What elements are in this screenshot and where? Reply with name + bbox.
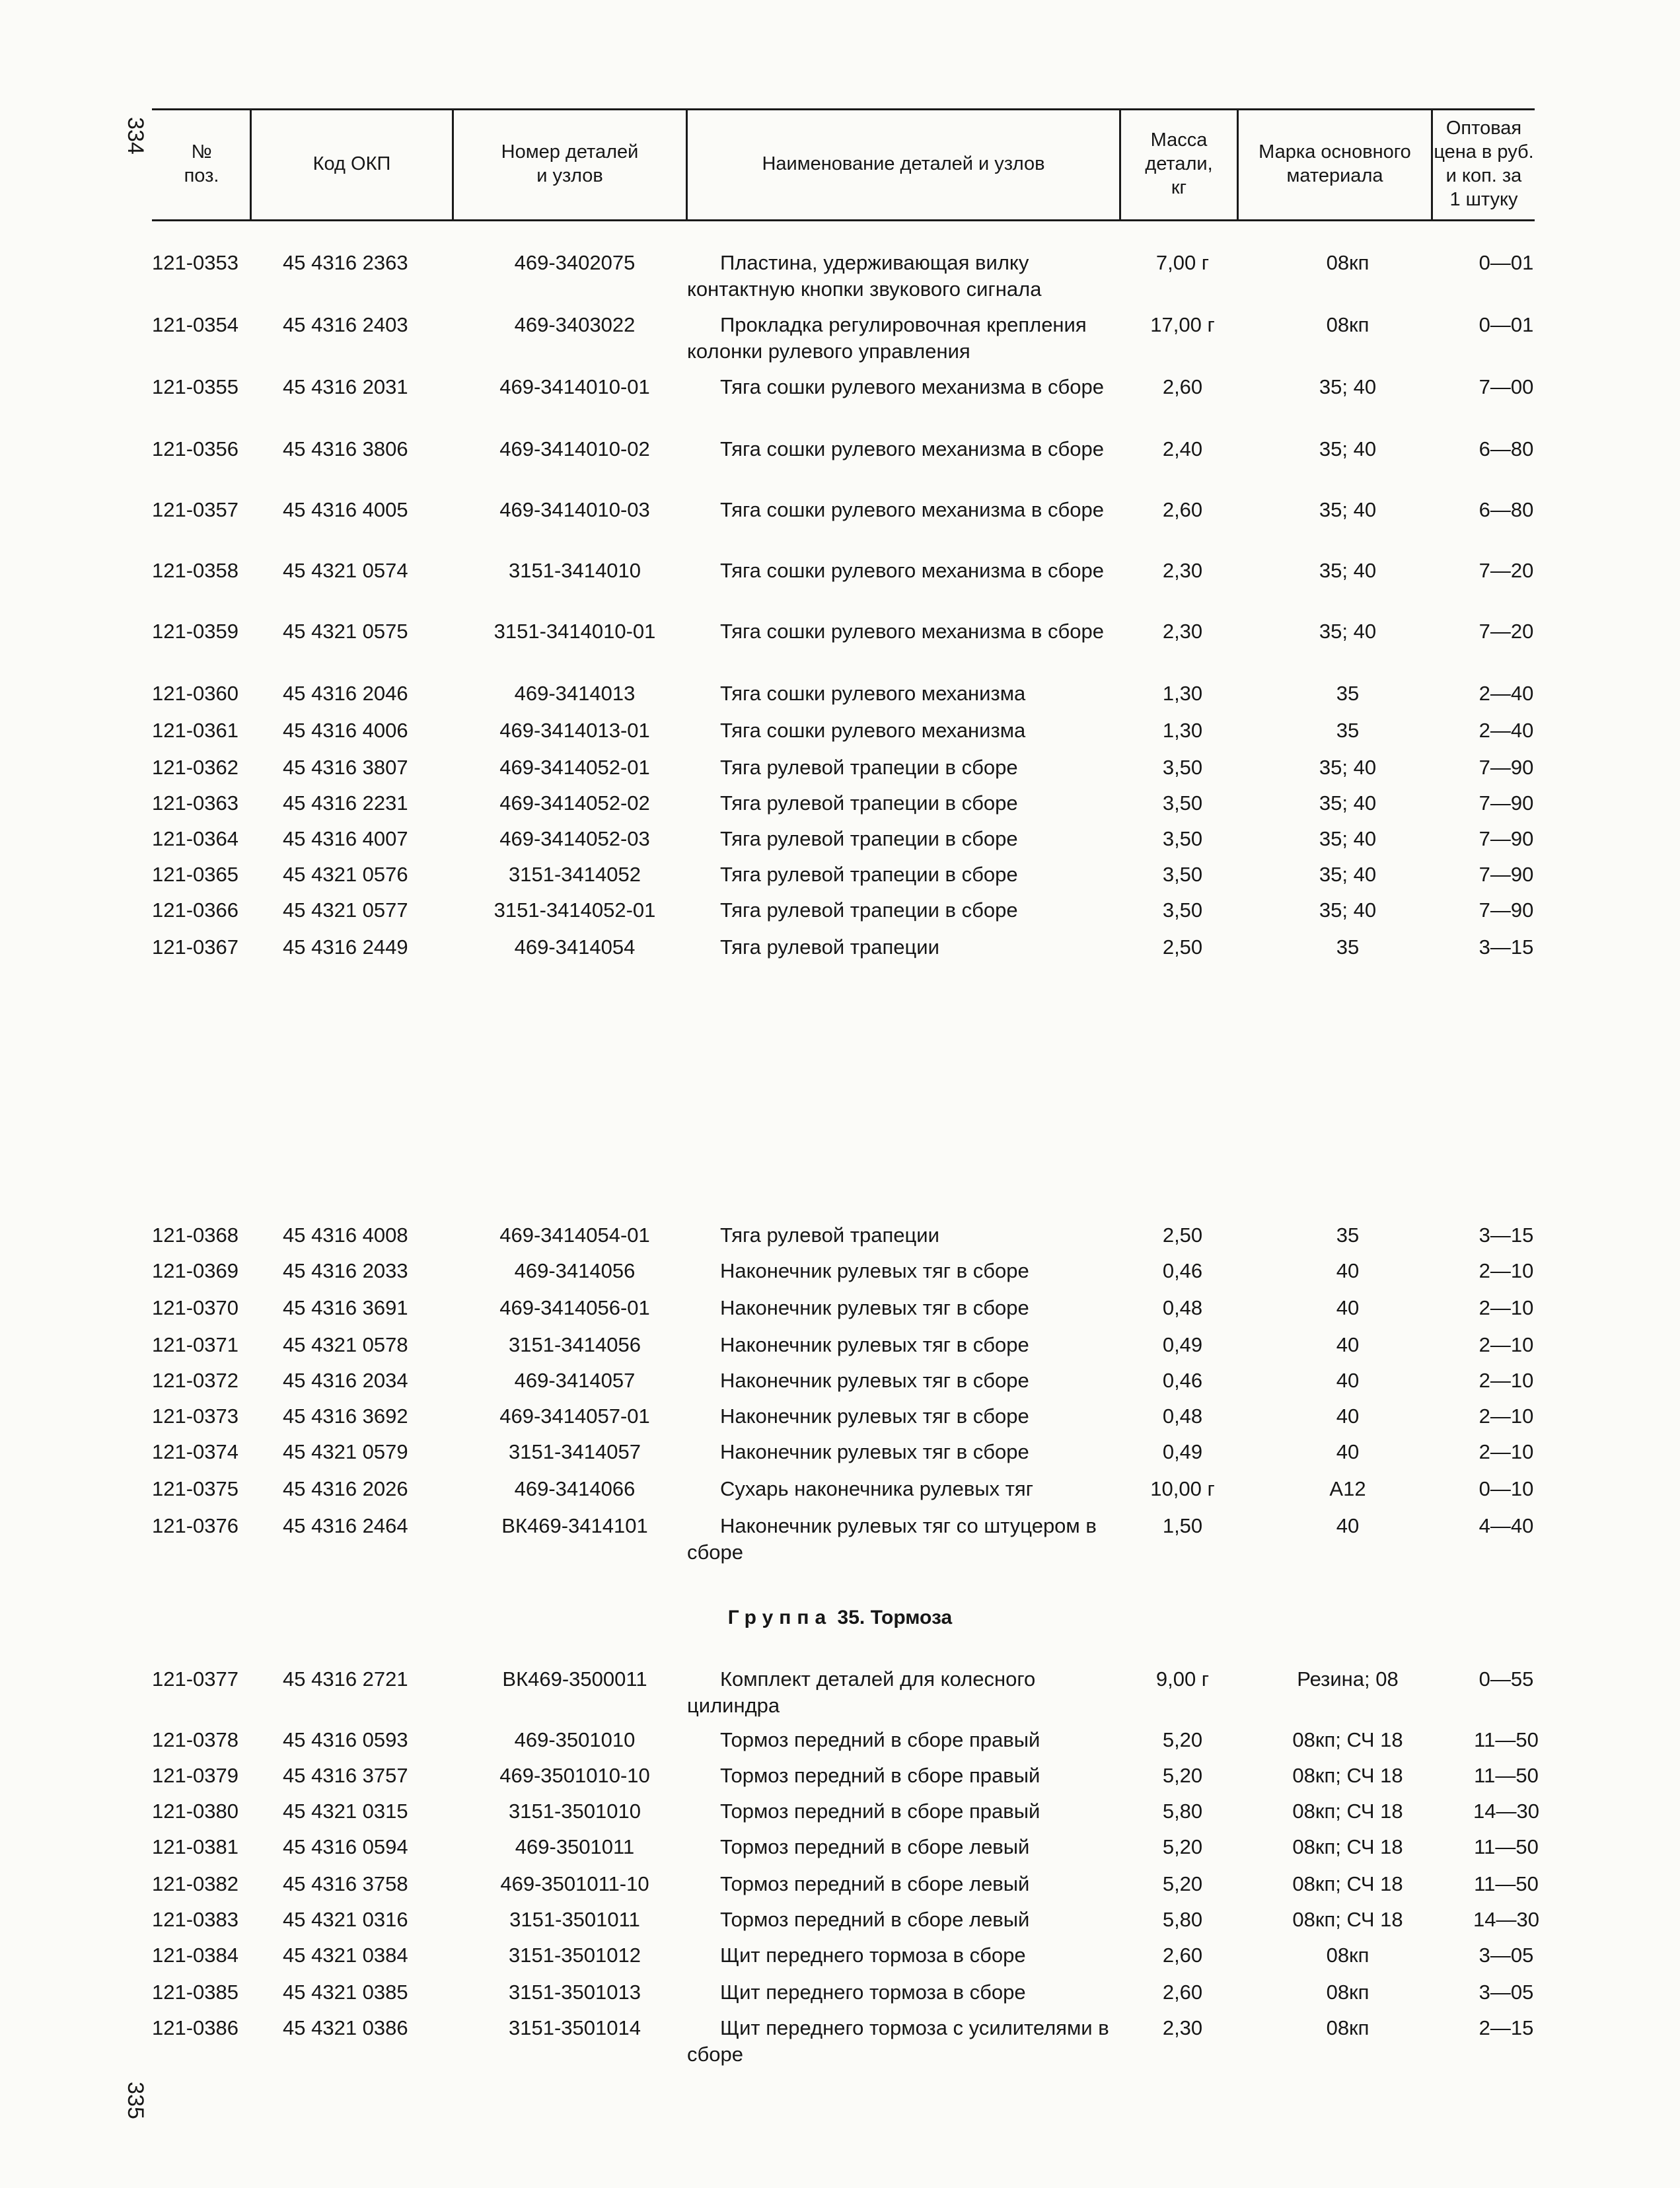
- cell-mass: 5,20: [1162, 1764, 1203, 1787]
- cell-num: 469-3501011-10: [500, 1872, 649, 1895]
- cell-mass: 5,80: [1162, 1908, 1203, 1931]
- cell-num: 469-3501010-10: [499, 1764, 650, 1787]
- cell-name: Тяга сошки рулевого механизма в сборе: [720, 375, 1104, 398]
- cell-mass: 0,49: [1162, 1333, 1203, 1356]
- cell-mat: 08кп: [1326, 1944, 1370, 1967]
- table-row: [0, 2015, 1680, 2074]
- cell-pos: 121-0383: [152, 1908, 239, 1931]
- cell-name: Щит переднего тормоза в сборе: [720, 1944, 1026, 1967]
- table-row: [0, 497, 1680, 556]
- cell-name: Пластина, удерживающая вилку контактную кнопки звукового сигнала: [687, 251, 1042, 301]
- cell-okp: 45 4316 2046: [283, 682, 408, 705]
- cell-name: Наконечник рулевых тяг в сборе: [720, 1369, 1029, 1392]
- cell-price: 7—90: [1479, 827, 1534, 850]
- cell-okp: 45 4321 0576: [283, 863, 408, 886]
- cell-name: Щит переднего тормоза с усилителями в сборе: [687, 2016, 1109, 2066]
- cell-mat: Резина; 08: [1297, 1667, 1399, 1691]
- cell-num: 3151-3414010: [509, 559, 641, 582]
- cell-mat: 40: [1336, 1440, 1360, 1463]
- cell-pos: 121-0369: [152, 1259, 239, 1282]
- cell-mass: 0,49: [1162, 1440, 1203, 1463]
- table-row: [0, 618, 1680, 678]
- cell-okp: 45 4321 0384: [283, 1944, 408, 1967]
- cell-num: 469-3414057: [514, 1369, 636, 1392]
- cell-name: Тяга рулевой трапеции в сборе: [720, 756, 1018, 779]
- cell-mat: 08кп; СЧ 18: [1292, 1728, 1403, 1751]
- cell-mat: 08кп; СЧ 18: [1292, 1800, 1403, 1823]
- cell-mass: 9,00 г: [1155, 1667, 1210, 1691]
- table-row: [0, 1513, 1680, 1572]
- header-top-rule: [152, 108, 1535, 110]
- cell-okp: 45 4316 4008: [283, 1223, 408, 1247]
- cell-mat: 35; 40: [1319, 791, 1377, 815]
- cell-price: 2—10: [1479, 1296, 1534, 1319]
- cell-mat: 40: [1336, 1404, 1360, 1428]
- header-mass: Масса детали, кг: [1145, 129, 1213, 198]
- cell-mass: 2,60: [1162, 498, 1203, 521]
- cell-mat: 08кп; СЧ 18: [1292, 1835, 1403, 1858]
- cell-mat: 35; 40: [1319, 827, 1377, 850]
- header-bottom-rule: [152, 219, 1535, 221]
- cell-pos: 121-0370: [152, 1296, 239, 1319]
- cell-pos: 121-0384: [152, 1944, 239, 1967]
- cell-name: Тяга сошки рулевого механизма в сборе: [720, 620, 1104, 643]
- cell-okp: 45 4316 2231: [283, 791, 408, 815]
- cell-pos: 121-0360: [152, 682, 239, 705]
- cell-mass: 2,40: [1162, 437, 1203, 460]
- cell-pos: 121-0379: [152, 1764, 239, 1787]
- cell-pos: 121-0366: [152, 898, 239, 922]
- cell-okp: 45 4316 2033: [283, 1259, 408, 1282]
- group-heading-title: 35. Тормоза: [837, 1607, 953, 1628]
- cell-name: Тормоз передний в сборе правый: [720, 1728, 1041, 1751]
- cell-mat: 40: [1336, 1259, 1360, 1282]
- cell-name: Тяга рулевой трапеции: [720, 1223, 939, 1247]
- cell-mass: 0,48: [1162, 1404, 1203, 1428]
- cell-okp: 45 4321 0386: [283, 2016, 408, 2039]
- cell-num: 3151-3501013: [509, 1981, 641, 2004]
- cell-mass: 2,50: [1162, 1223, 1203, 1247]
- cell-name: Сухарь наконечника рулевых тяг: [720, 1477, 1034, 1500]
- cell-num: 469-3414052-01: [499, 756, 650, 779]
- cell-okp: 45 4316 2031: [283, 375, 408, 398]
- cell-pos: 121-0382: [152, 1872, 239, 1895]
- cell-name: Тяга сошки рулевого механизма в сборе: [720, 498, 1104, 521]
- cell-price: 11—50: [1474, 1764, 1539, 1787]
- cell-name: Комплект деталей для колесного цилиндра: [687, 1667, 1036, 1717]
- cell-price: 14—30: [1473, 1800, 1539, 1823]
- page-number-top: 334: [122, 117, 148, 155]
- cell-okp: 45 4321 0316: [283, 1908, 408, 1931]
- header-name: Наименование деталей и узлов: [762, 153, 1045, 174]
- cell-okp: 45 4321 0574: [283, 559, 408, 582]
- cell-num: 3151-3501010: [509, 1800, 641, 1823]
- cell-pos: 121-0364: [152, 827, 239, 850]
- cell-mass: 2,30: [1162, 559, 1203, 582]
- cell-num: 469-3414054: [514, 935, 636, 959]
- cell-pos: 121-0381: [152, 1835, 239, 1858]
- cell-num: 469-3414052-03: [499, 827, 650, 850]
- cell-num: 3151-3501011: [509, 1908, 640, 1931]
- cell-mat: 35; 40: [1319, 498, 1377, 521]
- cell-okp: 45 4316 4006: [283, 719, 408, 742]
- cell-okp: 45 4321 0578: [283, 1333, 408, 1356]
- header-price: Оптовая цена в руб. и коп. за 1 штуку: [1434, 118, 1534, 210]
- cell-mat: 35; 40: [1319, 559, 1377, 582]
- cell-mass: 2,60: [1162, 1944, 1203, 1967]
- cell-mat: 35: [1336, 682, 1360, 705]
- cell-mass: 0,46: [1162, 1369, 1203, 1392]
- cell-pos: 121-0372: [152, 1369, 239, 1392]
- cell-mat: 08кп; СЧ 18: [1292, 1764, 1403, 1787]
- cell-num: 469-3403022: [514, 313, 636, 336]
- cell-mat: 40: [1336, 1369, 1360, 1392]
- cell-okp: 45 4316 2026: [283, 1477, 408, 1500]
- cell-okp: 45 4316 3691: [283, 1296, 408, 1319]
- cell-num: 469-3414057-01: [499, 1404, 650, 1428]
- cell-pos: 121-0367: [152, 935, 239, 959]
- cell-price: 11—50: [1474, 1835, 1539, 1858]
- cell-mass: 3,50: [1162, 791, 1203, 815]
- header-okp: Код ОКП: [312, 153, 391, 174]
- header-material: Марка основного материала: [1259, 141, 1411, 186]
- cell-okp: 45 4316 3757: [283, 1764, 408, 1787]
- cell-pos: 121-0362: [152, 756, 239, 779]
- cell-okp: 45 4316 2403: [283, 313, 408, 336]
- cell-okp: 45 4316 2464: [283, 1514, 408, 1537]
- cell-price: 2—40: [1479, 719, 1534, 742]
- cell-mat: 08кп; СЧ 18: [1292, 1908, 1403, 1931]
- cell-num: 469-3414013: [514, 682, 636, 705]
- cell-pos: 121-0371: [152, 1333, 239, 1356]
- cell-name: Тяга сошки рулевого механизма: [720, 682, 1026, 705]
- cell-name: Тормоз передний в сборе левый: [720, 1908, 1030, 1931]
- cell-okp: 45 4316 3806: [283, 437, 408, 460]
- cell-mat: 08кп: [1326, 1981, 1370, 2004]
- cell-mat: 35; 40: [1319, 620, 1377, 643]
- cell-num: 3151-3414057: [509, 1440, 641, 1463]
- cell-num: 3151-3501014: [509, 2016, 641, 2039]
- cell-okp: 45 4321 0385: [283, 1981, 408, 2004]
- cell-mass: 1,30: [1162, 719, 1203, 742]
- table-row: [0, 1666, 1680, 1726]
- cell-num: ВК469-3500011: [502, 1667, 647, 1691]
- cell-okp: 45 4316 2034: [283, 1369, 408, 1392]
- cell-mass: 3,50: [1162, 898, 1203, 922]
- cell-num: 3151-3414052: [509, 863, 641, 886]
- cell-okp: 45 4321 0577: [283, 898, 408, 922]
- cell-mat: 08кп: [1326, 2016, 1370, 2039]
- cell-price: 2—10: [1479, 1369, 1534, 1392]
- cell-pos: 121-0365: [152, 863, 239, 886]
- cell-name: Тяга рулевой трапеции в сборе: [720, 863, 1018, 886]
- cell-name: Прокладка регулировочная крепления колонки рулевого управления: [687, 313, 1087, 363]
- cell-num: 469-3414013-01: [499, 719, 650, 742]
- cell-pos: 121-0358: [152, 559, 239, 582]
- cell-price: 7—20: [1479, 620, 1534, 643]
- cell-num: 469-3414010-02: [499, 437, 650, 460]
- cell-num: 3151-3414056: [509, 1333, 641, 1356]
- cell-pos: 121-0363: [152, 791, 239, 815]
- cell-pos: 121-0373: [152, 1404, 239, 1428]
- cell-okp: 45 4316 0593: [283, 1728, 408, 1751]
- cell-name: Наконечник рулевых тяг в сборе: [720, 1404, 1029, 1428]
- cell-okp: 45 4321 0579: [283, 1440, 408, 1463]
- group-heading-label: Группа: [727, 1607, 832, 1628]
- cell-okp: 45 4316 4005: [283, 498, 408, 521]
- cell-mass: 10,00 г: [1150, 1477, 1215, 1500]
- cell-price: 0—01: [1479, 313, 1534, 336]
- cell-name: Наконечник рулевых тяг в сборе: [720, 1296, 1029, 1319]
- cell-mass: 2,30: [1162, 620, 1203, 643]
- cell-name: Тяга рулевой трапеции: [720, 935, 939, 959]
- cell-num: 469-3414066: [514, 1477, 636, 1500]
- table-row: [0, 250, 1680, 309]
- cell-mass: 3,50: [1162, 827, 1203, 850]
- cell-mat: 35; 40: [1319, 375, 1377, 398]
- cell-name: Наконечник рулевых тяг в сборе: [720, 1259, 1029, 1282]
- cell-mass: 17,00 г: [1150, 313, 1215, 336]
- cell-num: 469-3402075: [514, 251, 636, 274]
- cell-mass: 5,20: [1162, 1728, 1203, 1751]
- cell-mat: 35; 40: [1319, 863, 1377, 886]
- cell-name: Тормоз передний в сборе правый: [720, 1764, 1041, 1787]
- cell-okp: 45 4321 0315: [283, 1800, 408, 1823]
- table-row: [0, 436, 1680, 495]
- cell-mat: 35: [1336, 719, 1360, 742]
- cell-price: 6—80: [1479, 498, 1534, 521]
- cell-mass: 1,30: [1162, 682, 1203, 705]
- cell-name: Щит переднего тормоза в сборе: [720, 1981, 1026, 2004]
- cell-mat: 35: [1336, 935, 1360, 959]
- cell-pos: 121-0361: [152, 719, 239, 742]
- cell-num: ВК469-3414101: [501, 1514, 648, 1537]
- cell-mass: 2,50: [1162, 935, 1203, 959]
- cell-okp: 45 4316 3758: [283, 1872, 408, 1895]
- cell-price: 0—01: [1479, 251, 1534, 274]
- cell-price: 7—90: [1479, 898, 1534, 922]
- cell-mat: А12: [1329, 1477, 1366, 1500]
- cell-okp: 45 4316 4007: [283, 827, 408, 850]
- cell-price: 7—90: [1479, 791, 1534, 815]
- cell-price: 2—10: [1479, 1259, 1534, 1282]
- cell-mass: 0,48: [1162, 1296, 1203, 1319]
- cell-price: 2—10: [1479, 1333, 1534, 1356]
- cell-name: Тормоз передний в сборе левый: [720, 1872, 1030, 1895]
- cell-mass: 3,50: [1162, 863, 1203, 886]
- cell-mass: 1,50: [1162, 1514, 1203, 1537]
- cell-price: 14—30: [1473, 1908, 1539, 1931]
- cell-num: 3151-3414052-01: [493, 898, 656, 922]
- cell-name: Тяга рулевой трапеции в сборе: [720, 827, 1018, 850]
- cell-okp: 45 4316 0594: [283, 1835, 408, 1858]
- cell-num: 469-3501010: [514, 1728, 636, 1751]
- cell-pos: 121-0380: [152, 1800, 239, 1823]
- cell-pos: 121-0357: [152, 498, 239, 521]
- cell-price: 0—10: [1479, 1477, 1534, 1500]
- cell-pos: 121-0368: [152, 1223, 239, 1247]
- table-row: [0, 374, 1680, 433]
- cell-mass: 3,50: [1162, 756, 1203, 779]
- cell-mat: 35: [1336, 1223, 1360, 1247]
- cell-mass: 0,46: [1162, 1259, 1203, 1282]
- cell-name: Наконечник рулевых тяг в сборе: [720, 1440, 1029, 1463]
- cell-name: Тяга сошки рулевого механизма в сборе: [720, 559, 1104, 582]
- cell-num: 3151-3414010-01: [493, 620, 656, 643]
- cell-okp: 45 4316 3692: [283, 1404, 408, 1428]
- cell-pos: 121-0376: [152, 1514, 239, 1537]
- cell-mat: 35; 40: [1319, 756, 1377, 779]
- cell-num: 3151-3501012: [509, 1944, 641, 1967]
- cell-mass: 5,80: [1162, 1800, 1203, 1823]
- cell-price: 3—05: [1479, 1944, 1534, 1967]
- cell-okp: 45 4316 3807: [283, 756, 408, 779]
- cell-name: Тяга рулевой трапеции в сборе: [720, 898, 1018, 922]
- cell-name: Тяга сошки рулевого механизма в сборе: [720, 437, 1104, 460]
- cell-pos: 121-0375: [152, 1477, 239, 1500]
- cell-pos: 121-0353: [152, 251, 239, 274]
- cell-pos: 121-0359: [152, 620, 239, 643]
- cell-mass: 5,20: [1162, 1872, 1203, 1895]
- header-pos: № поз.: [184, 141, 219, 186]
- cell-num: 469-3414052-02: [499, 791, 650, 815]
- cell-mat: 08кп: [1326, 251, 1370, 274]
- cell-name: Тяга сошки рулевого механизма: [720, 719, 1026, 742]
- table-row: [0, 558, 1680, 617]
- cell-price: 2—15: [1479, 2016, 1534, 2039]
- cell-pos: 121-0377: [152, 1667, 239, 1691]
- table-row: [0, 934, 1680, 994]
- cell-mat: 35; 40: [1319, 898, 1377, 922]
- cell-price: 7—00: [1479, 375, 1534, 398]
- cell-price: 7—90: [1479, 756, 1534, 779]
- cell-price: 11—50: [1474, 1728, 1539, 1751]
- cell-price: 2—10: [1479, 1440, 1534, 1463]
- table-row: [0, 312, 1680, 371]
- cell-pos: 121-0374: [152, 1440, 239, 1463]
- cell-okp: 45 4316 2721: [283, 1667, 408, 1691]
- cell-num: 469-3501011: [515, 1835, 635, 1858]
- cell-pos: 121-0356: [152, 437, 239, 460]
- cell-name: Тормоз передний в сборе левый: [720, 1835, 1030, 1858]
- cell-mass: 2,60: [1162, 375, 1203, 398]
- cell-mat: 40: [1336, 1296, 1360, 1319]
- cell-price: 11—50: [1474, 1872, 1539, 1895]
- cell-okp: 45 4316 2449: [283, 935, 408, 959]
- group-heading: [0, 1607, 1680, 1629]
- cell-mat: 35; 40: [1319, 437, 1377, 460]
- cell-num: 469-3414010-03: [499, 498, 650, 521]
- cell-name: Наконечник рулевых тяг со штуцером в сборе: [687, 1514, 1097, 1564]
- cell-pos: 121-0386: [152, 2016, 239, 2039]
- cell-mass: 5,20: [1162, 1835, 1203, 1858]
- cell-mat: 08кп: [1326, 313, 1370, 336]
- cell-pos: 121-0355: [152, 375, 239, 398]
- cell-pos: 121-0385: [152, 1981, 239, 2004]
- cell-num: 469-3414056-01: [499, 1296, 650, 1319]
- cell-price: 7—90: [1479, 863, 1534, 886]
- page-number-bottom: 335: [122, 2082, 148, 2119]
- cell-num: 469-3414054-01: [499, 1223, 650, 1247]
- cell-num: 469-3414010-01: [499, 375, 650, 398]
- cell-name: Тормоз передний в сборе правый: [720, 1800, 1041, 1823]
- cell-price: 6—80: [1479, 437, 1534, 460]
- cell-mass: 7,00 г: [1155, 251, 1210, 274]
- cell-price: 0—55: [1479, 1667, 1534, 1691]
- cell-mat: 40: [1336, 1333, 1360, 1356]
- cell-okp: 45 4321 0575: [283, 620, 408, 643]
- cell-mat: 08кп; СЧ 18: [1292, 1872, 1403, 1895]
- cell-mass: 2,30: [1162, 2016, 1203, 2039]
- header-number: Номер деталей и узлов: [501, 141, 639, 186]
- cell-num: 469-3414056: [514, 1259, 636, 1282]
- cell-price: 3—15: [1479, 1223, 1534, 1247]
- cell-pos: 121-0354: [152, 313, 239, 336]
- cell-name: Наконечник рулевых тяг в сборе: [720, 1333, 1029, 1356]
- cell-name: Тяга рулевой трапеции в сборе: [720, 791, 1018, 815]
- cell-price: 3—15: [1479, 935, 1534, 959]
- cell-mass: 2,60: [1162, 1981, 1203, 2004]
- cell-price: 2—10: [1479, 1404, 1534, 1428]
- cell-price: 3—05: [1479, 1981, 1534, 2004]
- cell-mat: 40: [1336, 1514, 1360, 1537]
- cell-pos: 121-0378: [152, 1728, 239, 1751]
- cell-price: 7—20: [1479, 559, 1534, 582]
- cell-okp: 45 4316 2363: [283, 251, 408, 274]
- cell-price: 2—40: [1479, 682, 1534, 705]
- cell-price: 4—40: [1479, 1514, 1534, 1537]
